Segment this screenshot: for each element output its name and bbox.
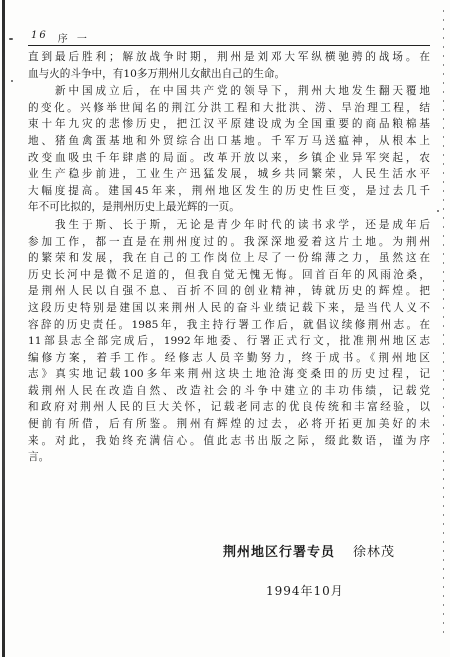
signature-date: 1994年10月 (266, 584, 344, 598)
body-text (28, 49, 430, 466)
text-line: 的繁荣和发展，我在自己的工作岗位上尽了一份绵薄之力，虽然这在 (28, 252, 430, 265)
scan-speck (9, 38, 13, 40)
signature-name: 徐林茂 (353, 545, 396, 560)
text-line: 便前有所借，后有所鉴。荆州有辉煌的过去，必将开拓更加美好的未 (28, 418, 430, 431)
text-line: 束十年九灾的悲惨历史，把江汉平原建设成为全国重要的商品粮棉基 (28, 118, 430, 131)
scan-speck (437, 210, 439, 212)
section-title: 序 一 (57, 34, 90, 45)
scan-speck (11, 80, 13, 82)
text-line: 我生于斯、长于斯，无论是青少年时代的读书求学，还是成年后 (28, 218, 430, 231)
paragraph (28, 49, 430, 82)
text-line: 历史长河中是微不足道的，但我自觉无愧无悔。回首百年的风雨沧桑， (28, 268, 430, 281)
signature-block (223, 541, 395, 560)
text-line: 来。对此，我始终充满信心。值此志书出版之际，缀此数语，谨为序 (28, 434, 430, 447)
text-line: 11部县志全部完成后，1992年地委、行署正式行文，批准荆州地区志 (28, 335, 430, 348)
text-line: 地、猪鱼禽蛋基地和外贸综合出口基地。千军万马送瘟神，从根本上 (28, 134, 430, 147)
text-line: 改变血吸虫千年肆虐的局面。改革开放以来，乡镇企业异军突起，农 (28, 151, 430, 164)
text-line: 直到最后胜利；解放战争时期，荆州是刘邓大军纵横驰骋的战场。在 (28, 51, 430, 63)
text-line: 的变化。兴修举世闻名的荆江分洪工程和大批洪、涝、旱治理工程，结 (28, 101, 430, 114)
text-line: 编修方案，着手工作。经修志人员辛勤努力，终于成书。《荆州地区 (28, 351, 430, 364)
text-line: 载荆州人民在改造自然、改造社会的斗争中建立的丰功伟绩，记载党 (28, 384, 430, 397)
text-line: 这段历史特别是建国以来荆州人民的奋斗业绩记载下来，是当代人义不 (28, 301, 430, 314)
page-number: 16 (31, 30, 48, 41)
page-edge-marks (443, 10, 444, 640)
text-line: 大幅度提高。建国45年来，荆州地区发生的历史性巨变，是过去几千 (28, 184, 430, 197)
text-line: 志》真实地记载100多年来荆州这块土地沧海变桑田的历史过程，记 (28, 368, 430, 381)
paragraph (28, 217, 430, 466)
text-line: 新中国成立后，在中国共产党的领导下，荆州大地发生翻天覆地 (28, 85, 430, 98)
text-line: 参加工作，都一直是在荆州度过的。我深深地爱着这片土地。为荆州 (28, 235, 430, 248)
paragraph (28, 83, 430, 216)
text-line: 年不可比拟的，是荆州历史上最光辉的一页。 (28, 201, 240, 214)
text-line: 血与火的斗争中，有10多万荆州儿女献出自己的生命。 (28, 67, 286, 80)
text-line: 言。 (28, 451, 50, 464)
header-rule (28, 45, 430, 46)
binding-edge-shadow (2, 0, 5, 657)
text-line: 和政府对荆州人民的巨大关怀，记载老同志的优良传统和丰富经验，以 (28, 401, 430, 414)
text-line: 业生产稳步前进，工业生产迅猛发展，城乡共同繁荣，人民生活水平 (28, 168, 430, 181)
text-line: 容辞的历史责任。1985年，我主持行署工作后，就倡议续修荆州志。在 (28, 318, 430, 331)
page-header (31, 30, 90, 45)
text-line: 是荆州人民以自强不息、百折不回的创业精神，铸就历史的辉煌。把 (28, 285, 430, 298)
signature-organization: 荆州地区行署专员 (223, 545, 336, 560)
